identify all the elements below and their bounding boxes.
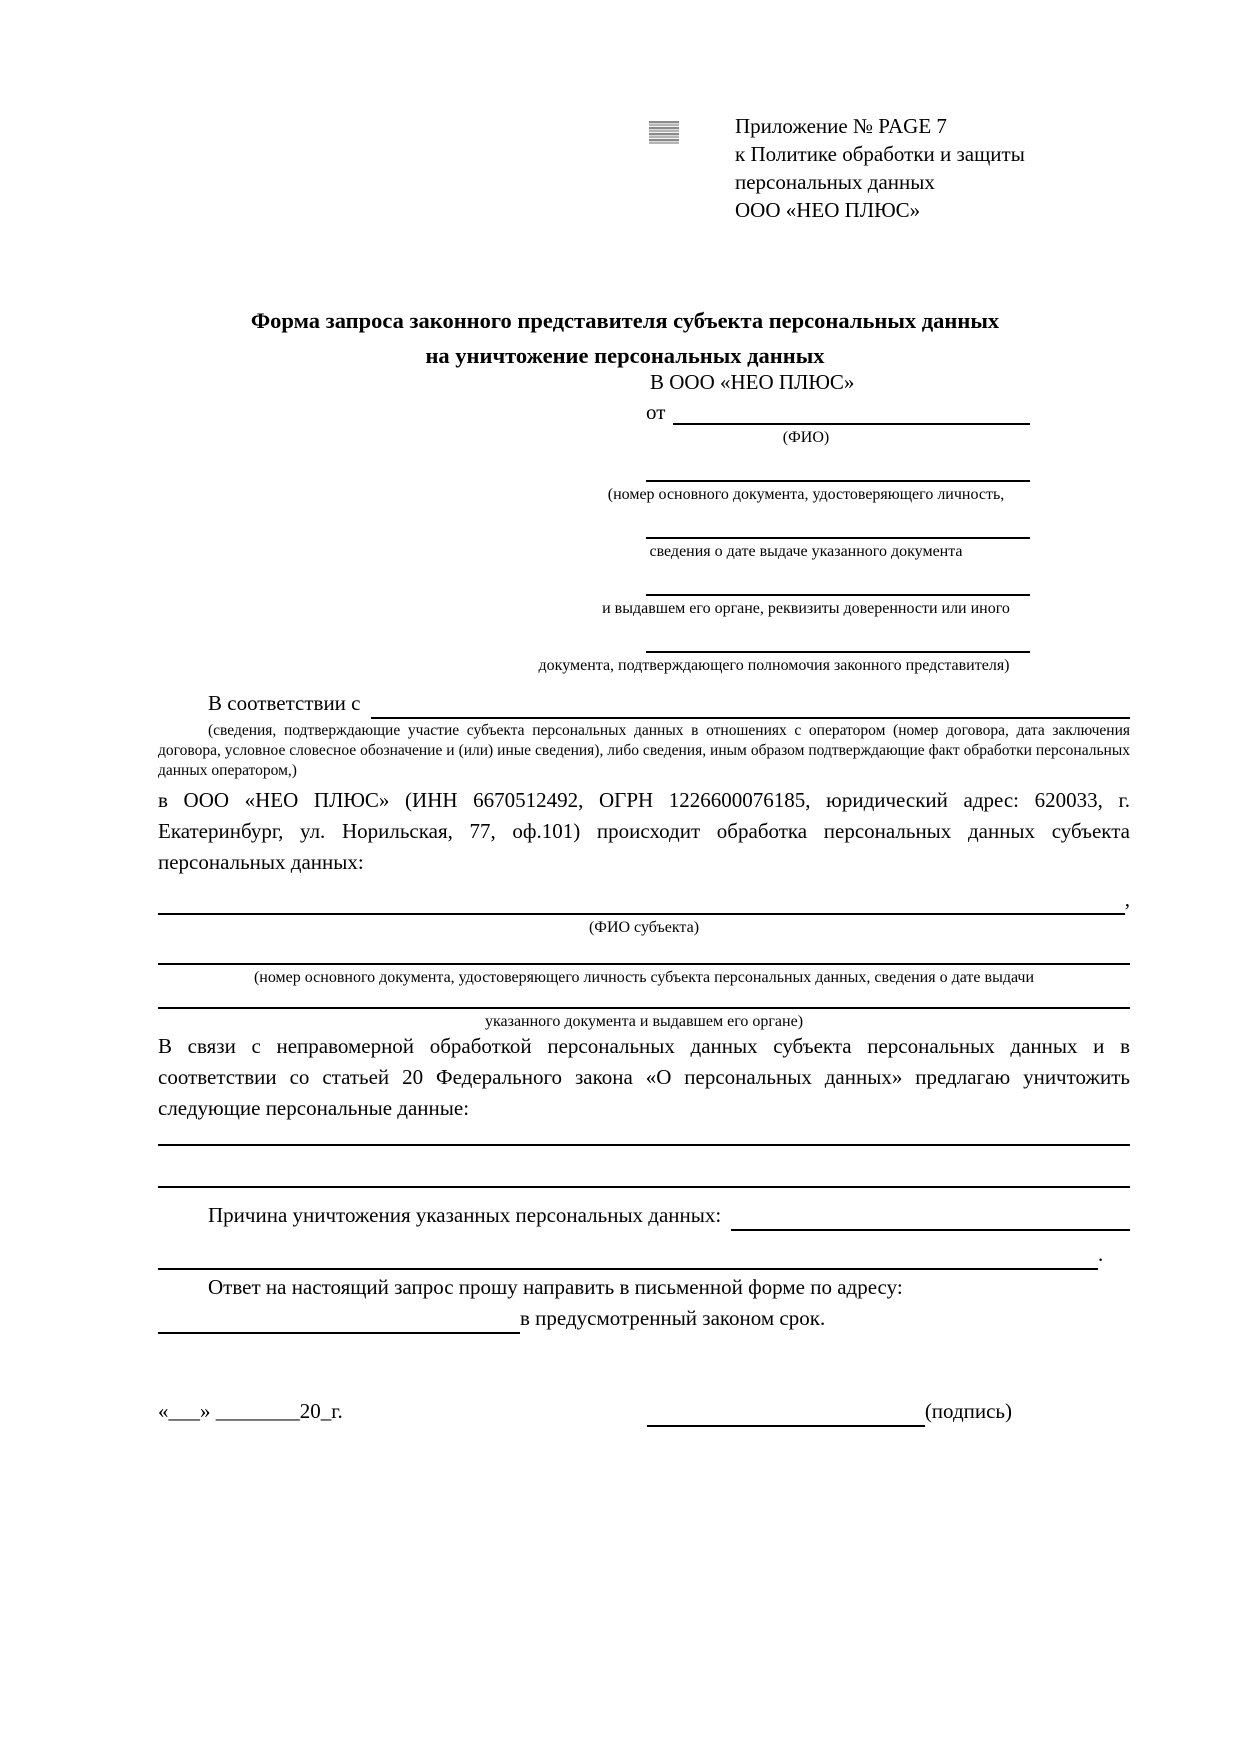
- document-title-line1: Форма запроса законного представителя субъекта персональных данных: [250, 308, 1000, 333]
- reason-label: Причина уничтожения указанных персональных данных:: [208, 1203, 722, 1227]
- document-title: [120, 303, 1130, 373]
- destroy-data-field-line-2[interactable]: [158, 1186, 1130, 1188]
- operator-paragraph: в ООО «НЕО ПЛЮС» (ИНН 6670512492, ОГРН 1226600076185, юридический адрес: 620033, г. Екатеринбург, ул. Норильская, 77, оф.101) происходит обработка персональных данных субъекта персональных данных:: [158, 788, 1130, 874]
- document-title-line2: на уничтожение персональных данных: [425, 343, 825, 368]
- header-note-line: персональных данных: [735, 170, 935, 194]
- signature-caption: (подпись): [924, 1399, 1012, 1423]
- header-note: [735, 112, 1025, 224]
- fio-field-line[interactable]: [673, 400, 1030, 425]
- answer-address-field-line[interactable]: [158, 1309, 520, 1334]
- signature-group: [647, 1396, 1012, 1427]
- signature-field-line[interactable]: [647, 1402, 925, 1427]
- subject-doc-field-line-1[interactable]: [158, 963, 1130, 965]
- addressee-to: В ООО «НЕО ПЛЮС»: [650, 370, 855, 394]
- answer-address-row: [158, 1303, 1130, 1334]
- date-line: «___» ________20_г.: [158, 1399, 343, 1423]
- fio-caption: (ФИО): [782, 429, 830, 447]
- accordance-field-line[interactable]: [371, 694, 1131, 719]
- accordance-footnote: (сведения, подтверждающие участие субъекта персональных данных в отношениях с оператором (номер договора, дата заключения договора, условное словесное обозначение и (или) иные сведения), либо сведения, иным образом подтверждающие факт обработки персональных данных оператором,): [158, 722, 1130, 779]
- document-body: [158, 688, 1130, 1427]
- id-doc-caption-1: (номер основного документа, удостоверяющего личность,: [607, 486, 1005, 504]
- subject-doc-caption-2: указанного документа и выдавшем его органе): [484, 1013, 804, 1030]
- id-doc-field-line-1[interactable]: [646, 480, 1030, 482]
- from-label: от: [646, 400, 666, 425]
- subject-fio-comma: ,: [1124, 887, 1130, 911]
- accordance-row: [158, 688, 1130, 719]
- id-doc-caption-4: документа, подтверждающего полномочия законного представителя): [538, 657, 1010, 675]
- reason-field-line-2[interactable]: [158, 1245, 1098, 1270]
- footer: [158, 1396, 1130, 1427]
- subject-doc-caption-1: (номер основного документа, удостоверяющего личность субъекта персональных данных, сведения о дате выдачи: [253, 969, 1035, 986]
- reason-continuation-row: [158, 1239, 1130, 1270]
- subject-fio-field-line[interactable]: [158, 890, 1125, 915]
- header-note-line: к Политике обработки и защиты: [735, 142, 1025, 166]
- subject-doc-field-line-2[interactable]: [158, 1007, 1130, 1009]
- destruction-paragraph: В связи с неправомерной обработкой персональных данных субъекта персональных данных и в соответствии со статьей 20 Федерального закона «О персональных данных» предлагаю уничтожить следующие персональные данные:: [158, 1034, 1130, 1120]
- answer-suffix: в предусмотренный законом срок.: [520, 1306, 826, 1330]
- id-doc-field-line-2[interactable]: [646, 537, 1030, 539]
- reason-row: [158, 1200, 1130, 1231]
- answer-paragraph-line-1: Ответ на настоящий запрос прошу направить в письменной форме по адресу:: [208, 1275, 903, 1299]
- accordance-label: В соответствии с: [208, 691, 361, 715]
- id-doc-field-line-3[interactable]: [646, 594, 1030, 596]
- destroy-data-field-line-1[interactable]: [158, 1144, 1130, 1146]
- addressee-from-row: [646, 400, 1030, 425]
- subject-fio-row: [158, 884, 1130, 915]
- reason-field-line[interactable]: [731, 1206, 1130, 1231]
- header-note-line: Приложение № PAGE 7: [735, 114, 947, 138]
- id-doc-caption-3: и выдавшем его органе, реквизиты доверенности или иного: [602, 600, 1010, 618]
- addressee-block: [538, 370, 1030, 675]
- subject-fio-caption: (ФИО субъекта): [588, 919, 700, 936]
- period-suffix: .: [1098, 1242, 1104, 1266]
- id-doc-caption-2: сведения о дате выдаче указанного документа: [649, 543, 963, 561]
- header-note-line: ООО «НЕО ПЛЮС»: [735, 198, 921, 222]
- embedded-image-icon: [649, 121, 679, 144]
- id-doc-field-line-4[interactable]: [646, 651, 1030, 653]
